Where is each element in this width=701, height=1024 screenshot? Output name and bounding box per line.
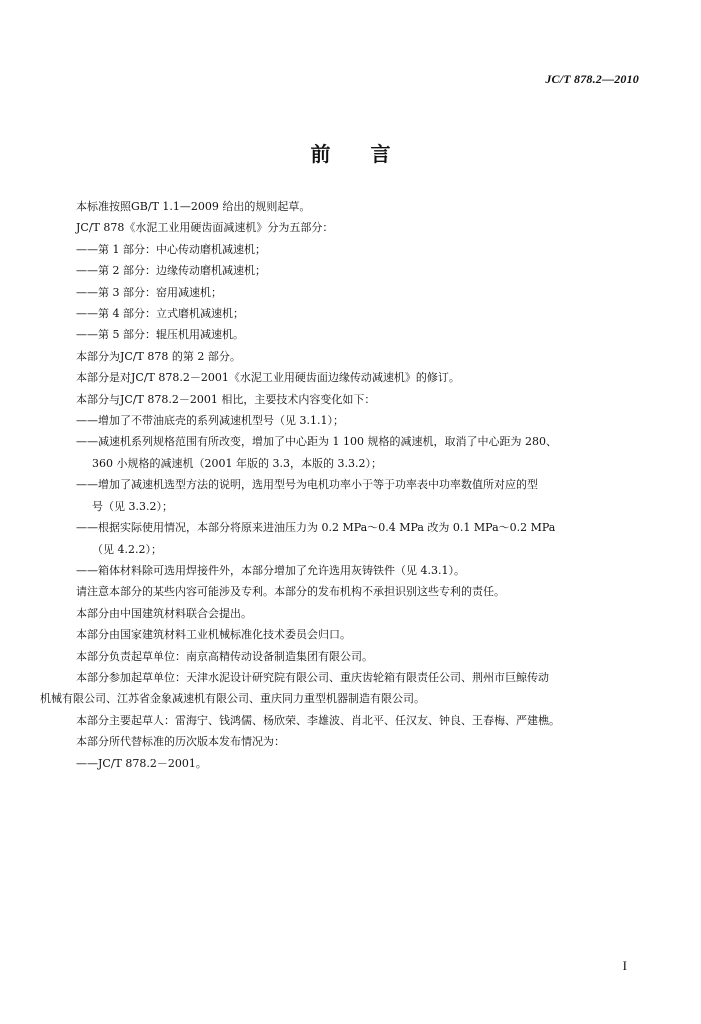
list-item: ——第 5 部分：辊压机用减速机。 — [76, 328, 244, 342]
list-item: ——第 4 部分：立式磨机减速机； — [76, 307, 244, 321]
list-item: ——JC/T 878.2－2001。 — [76, 756, 207, 770]
list-item: ——第 2 部分：边缘传动磨机减速机； — [76, 264, 266, 278]
list-item: ——第 1 部分：中心传动磨机减速机； — [76, 242, 266, 256]
text-line: 本部分参加起草单位：天津水泥设计研究院有限公司、重庆齿轮箱有限责任公司、荆州市巨鲸传动 — [76, 670, 549, 684]
list-item: ——箱体材料除可选用焊接件外，本部分增加了允许选用灰铸铁件（见 4.3.1）。 — [76, 563, 465, 577]
text-line: 本部分为JC/T 878 的第 2 部分。 — [76, 349, 241, 363]
text-line: 本部分由国家建筑材料工业机械标准化技术委员会归口。 — [76, 628, 351, 642]
list-item-continuation: 号（见 3.3.2）； — [92, 499, 173, 513]
text-line: 本部分负责起草单位：南京高精传动设备制造集团有限公司。 — [76, 649, 373, 663]
list-item: ——增加了减速机选型方法的说明，选用型号为电机功率小于等于功率表中功率数值所对应的型 — [76, 478, 538, 492]
preface-body — [40, 196, 660, 774]
list-item: ——减速机系列规格范围有所改变，增加了中心距为 1 100 规格的减速机，取消了中心距为 280、 — [76, 435, 557, 449]
text-line-continuation: 机械有限公司、江苏省金象减速机有限公司、重庆同力重型机器制造有限公司。 — [40, 692, 425, 706]
list-item: ——根据实际使用情况，本部分将原来进油压力为 0.2 MPa～0.4 MPa 改为 0.1 MPa～0.2 MPa — [76, 521, 556, 535]
page-number: I — [622, 958, 627, 973]
text-line: 请注意本部分的某些内容可能涉及专利。本部分的发布机构不承担识别这些专利的责任。 — [76, 585, 505, 599]
text-line: JC/T 878《水泥工业用硬齿面减速机》分为五部分： — [76, 221, 334, 235]
text-line: 本部分所代替标准的历次版本发布情况为： — [76, 735, 285, 749]
text-line: 本部分是对JC/T 878.2－2001《水泥工业用硬齿面边缘传动减速机》的修订。 — [76, 371, 460, 385]
text-line: 本标准按照GB/T 1.1—2009 给出的规则起草。 — [76, 200, 311, 213]
page-title: 前言 — [310, 142, 431, 166]
standard-code: JC/T 878.2—2010 — [545, 72, 639, 86]
list-item-continuation: 360 小规格的减速机（2001 年版的 3.3，本版的 3.3.2）； — [92, 456, 382, 470]
text-line: 本部分主要起草人：雷海宁、钱鸿儒、杨欣荣、李雄波、肖北平、任汉友、钟良、王春梅、严建樵。 — [76, 713, 560, 727]
list-item: ——第 3 部分：窑用减速机； — [76, 285, 222, 299]
list-item-continuation: （见 4.2.2）； — [92, 542, 162, 556]
list-item: ——增加了不带油底壳的系列减速机型号（见 3.1.1）； — [76, 414, 344, 428]
text-line: 本部分与JC/T 878.2－2001 相比，主要技术内容变化如下： — [76, 392, 376, 406]
text-line: 本部分由中国建筑材料联合会提出。 — [76, 606, 252, 620]
